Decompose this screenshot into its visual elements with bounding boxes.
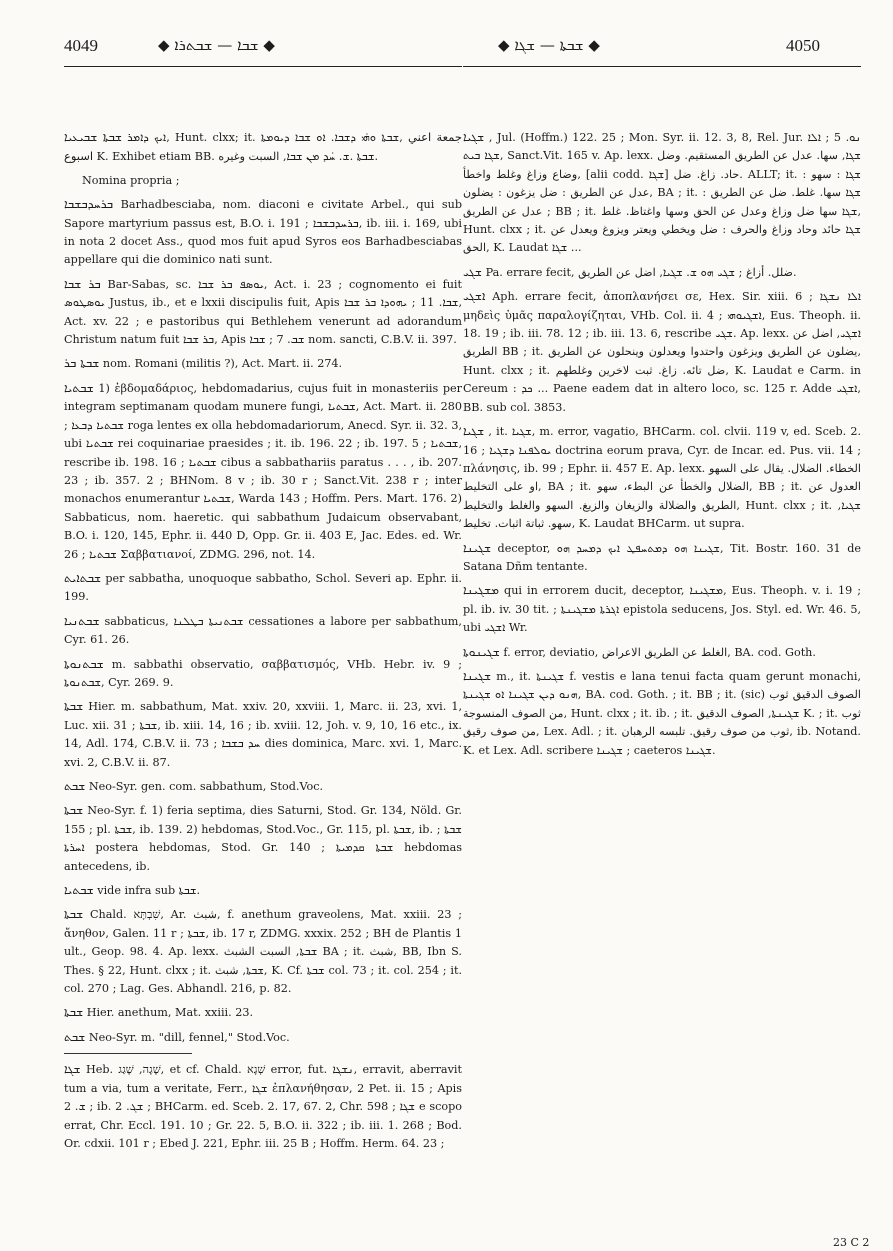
entry-headword: ܫܓܝܢܐ bbox=[463, 540, 492, 555]
entry-headword: ܫܒܬܐ bbox=[64, 907, 84, 922]
entry-headword: ܫܒܬܢܝܐ bbox=[64, 613, 100, 628]
entry-headword: ܫܒܬܐܝܬ bbox=[64, 570, 102, 585]
entry-text: f. error, deviatio, الغلط عن الطريق الاعراض, BA. cod. Goth. bbox=[503, 645, 816, 659]
entry-headword: ܫܒܬܐ bbox=[64, 1005, 84, 1020]
entry-headword: ܫܓܐ bbox=[64, 1062, 81, 1077]
dictionary-entry bbox=[64, 697, 462, 772]
entry-text: m., it. ܫܓܝܢܬܐ f. vestis e lana tenui facta quam gerunt monachi, ܗܢܘ ܕܝܢ ܫܓܝܢܐ ܐܘ ܫܓܝܢܬܐ, BA. cod. Goth. ; it. BB ; it. (sic) الصوف الدقيق ثوب من الصوف المنسوجة, Hunt. clxx ; it. ib. ; it. ܫܓܝܢܬܐ, الصوف الدقيق K. ; it. ثوب من صوف رقيق, Lex. Adl. ; it. ثوب من صوف رقيق. تلبسه الرهبان, ib. Notand. K. et Lex. Adl. scribere ܫܓܝܢܐ ; caeteros ܫܓܝܢܐ. bbox=[463, 669, 861, 757]
right-running-head: ◆ ܫܒܬܐ — ܫܓܐ ◆ bbox=[498, 36, 600, 54]
entry-headword: ܫܒܬ bbox=[64, 1029, 86, 1044]
entry-headword: ܫܒܬܝܐ bbox=[64, 380, 94, 395]
entry-headword: ܡܫܓܝܢܐ bbox=[463, 583, 500, 598]
dictionary-entry bbox=[463, 643, 861, 662]
dictionary-entry bbox=[64, 655, 462, 693]
dictionary-entry bbox=[463, 581, 861, 637]
entry-text: Barhadbesciaba, nom. diaconi e civitate Arbel., qui sub Sapore martyrium passus est, B.O. i. 191 ; ܒܪܚܕܒܫܒܐ, ib. iii. i. 169, ubi in nota 2 docet Ass., quod mos fuit apud Syros eos Barhadbesciabas appellare qui die dominico nati sunt. bbox=[64, 198, 462, 267]
dictionary-entry bbox=[64, 172, 462, 190]
right-page-number: 4050 bbox=[786, 36, 820, 55]
entry-divider bbox=[64, 1053, 192, 1054]
dictionary-entry bbox=[463, 422, 861, 533]
entry-headword: ܫܓܝ bbox=[463, 264, 482, 279]
dictionary-entry bbox=[64, 354, 462, 373]
entry-text-continued: K. Exhibet etiam BB. ܫܒܬܐ .ܫ. ܚ̇ܕ ܡܢ ܫܒܐ, السبت وغيره. bbox=[93, 150, 379, 164]
dictionary-entry bbox=[64, 379, 462, 564]
entry-text: Neo-Syr. m. "dill, fennel," Stod.Voc. bbox=[88, 1030, 290, 1044]
entry-text: per sabbatha, unoquoque sabbatho, Schol. Severi ap. Ephr. ii. 199. bbox=[64, 571, 462, 604]
entry-text: vide infra sub ܫܒܬܐ. bbox=[97, 884, 201, 898]
entry-text: Neo-Syr. gen. com. sabbathum, Stod.Voc. bbox=[88, 780, 324, 793]
entry-headword: ܫܒܬܐ bbox=[64, 803, 84, 818]
dictionary-entry bbox=[64, 612, 462, 650]
entry-text: Aph. errare fecit, ἀποπλανήσει σε, Hex. Sir. xiii. 6 ; ܐܠܐ ܢܫܓܐ μηδεὶς ὑμᾶς παραλογίζηται, VHb. Col. ii. 4 ; ܐܫܓܝܘܗܝ, Eus. Theoph. ii. 18. 19 ; ib. iii. 78. 12 ; ib. iii. 13. 6, rescribe ܫܓܝ. Ap. lexx. ܐܫܓܝ, اضل عن الطريق BB ; it. يضلون عن الطريق ويزغون واحتدوا ويعدلون وينحلون عن الطريق, Hunt. clxx ; it. ضل تائه. زاغ. ثبت لاخرين وغلطهم, K. Laudat e Carm. in Cereum : ܟܕ ... Paene eadem dat in altero loco, sc. 125 r. Adde ܐܫܓܝ, BB. sub col. 3853. bbox=[463, 290, 861, 414]
dictionary-entry bbox=[463, 128, 861, 258]
dictionary-entry bbox=[64, 1060, 462, 1153]
dictionary-entry bbox=[64, 195, 462, 270]
entry-headword: ܐܫܓܝ bbox=[463, 289, 486, 304]
dictionary-entry bbox=[64, 128, 462, 167]
entry-headword: ܫܒܬܐ bbox=[64, 699, 84, 714]
dictionary-entry bbox=[64, 275, 462, 350]
entry-text: deceptor, ܫܓܝܢܐ ܗܘ ܕܡܬܚܦܛ ܐܝܟ ܕܡܚܕ ܗܘ, Tit. Bostr. 160. 31 de Satana Dñm tentante. bbox=[463, 541, 861, 573]
entry-headword: ܫܒܬܐ ܫܒܝܥܝܐ bbox=[64, 130, 122, 144]
entry-headword: ܫܓܝܐ bbox=[463, 130, 485, 144]
entry-text: sabbaticus, ܫܒܬܢܝܬܐ ܒܛܠܢܐ cessationes a labore per sabbathum, Cyr. 61. 26. bbox=[64, 614, 462, 647]
entry-headword: ܫܒܬܢܘܬܐ bbox=[64, 656, 104, 671]
left-running-head: ◆ ܫܒܐ — ܫܒܬܪܐ ◆ bbox=[158, 36, 275, 54]
right-column bbox=[463, 128, 861, 1233]
entry-headword: ܒܪ ܫܒܐ bbox=[64, 276, 101, 291]
entry-headword: ܫܓܝܐ bbox=[463, 424, 485, 439]
dictionary-entry bbox=[64, 801, 462, 876]
dictionary-entry bbox=[463, 667, 861, 760]
dictionary-entry bbox=[64, 569, 462, 607]
entry-headword: ܫܓܝܢܐ bbox=[463, 668, 492, 683]
entry-headword: ܫܓܝܢܘܬܐ bbox=[463, 644, 500, 659]
entry-headword: ܫܒܬ bbox=[64, 779, 86, 793]
entry-headword: ܫܒܬܐ ܒܪ bbox=[64, 356, 100, 371]
entry-headword: ܫܒܬܝܐ bbox=[64, 883, 94, 898]
entry-text: Nomina propria ; bbox=[82, 173, 180, 187]
dictionary-entry bbox=[463, 263, 861, 282]
dictionary-entry bbox=[463, 539, 861, 577]
entry-headword: ܒܪܚܕܒܫܒܐ bbox=[64, 197, 114, 212]
dictionary-entry bbox=[64, 905, 462, 998]
entry-arabic-gloss: جمعة اعني اسبوع bbox=[64, 130, 462, 164]
entry-text: qui in errorem ducit, deceptor, ܡܫܓܝܢܐ, Eus. Theoph. v. i. 19 ; pl. ib. iv. 30 tit. ; ܐܓܪܬܐ ܡܫܓܝܢܬܐ epistola seducens, Jos. Styl. ed. Wr. 46. 5, ubi ܐܫܓܝ Wr. bbox=[463, 584, 861, 635]
dictionary-entry bbox=[64, 1028, 462, 1047]
entry-text: Bar-Sabas, sc. ܝܘܣܦ ܒܪ ܫܒܐ, Act. i. 23 ; cognomento ei fuit ܝܘܣܛܘܣ Justus, ib., et e lxxii discipulis fuit, Apis ܫܒܐ. 11 ; ܝܗܘܕܐ ܒܪ ܫܒܐ, Act. xv. 22 ; e pastoribus qui Bethlehem venerunt ad adorandum Christum natum fuit ܒܪ ܫܒܐ, Apis ܫܒ. 7 ; ܫܒܐ nom. sancti, C.B.V. ii. 397. bbox=[64, 277, 462, 347]
entry-text: 1) ἑβδομαδάριος, hebdomadarius, cujus fuit in monasteriis per integram septimanam quodam munere fungi, ܫܒܬܝܐ, Act. Mart. ii. 280 ; ܫܒܬܝܐ ܕܒܥܐ roga lentes ex olla hebdomadariorum, Anecd. Syr. ii. 32. 3, ubi ܫܒܬܝܐ rei coquinariae praesides ; it. ib. 196. 22 ; ib. 197. 5 ; ܫܒܬܝܐ, rescribe ib. 198. 16 ; ܫܒܬܝܐ cibus a sabbathariis paratus . . . , ib. 207. 23 ; ib. 357. 2 ; BHNom. 8 v ; ib. 30 r ; Sanct.Vit. 238 r ; inter monachos enumerantur ܫܒܬܝܐ, Warda 143 ; Hoffm. Pers. Mart. 176. 2) Sabbaticus, nom. haeretic. qui sabbathum Judaicum observabant, B.O. i. 120, 145, Ephr. ii. 440 D, Opp. Gr. ii. 403 E, Jac. Edes. ed. Wr. 26 ; ܫܒܬܝܐ Σαββατιανοί, ZDMG. 296, not. 14. bbox=[64, 381, 462, 561]
entry-text: Heb. שָׁגָה, שָׁגַג, et cf. Chald. שְׁגָא error, fut. ܢܫܓܐ, erravit, aberravit tum a via, tum a veritate, Ferr., ܫܓܐ ἐπλανήθησαν, 2 Pet. ii. 15 ; Apis ܫ. 2 ; ib. ܫܓ. 2 ; BHCarm. ed. Sceb. 2. 17, 67. 2, Chr. 598 ; ܫܓܐ e scopo errat, Chr. Eccl. 191. 10 ; Gr. 22. 5, B.O. ii. 322 ; ib. iii. 1. 268 ; Bod. Or. cdxii. 101 r ; Ebed J. 221, Ephr. iii. 25 B ; Hoffm. Herm. 64. 23 ; bbox=[64, 1063, 462, 1150]
dictionary-entry bbox=[64, 881, 462, 900]
entry-text: , Jul. (Hoffm.) 122. 25 ; Mon. Syr. ii. 12. 3, 8, Rel. Jur. ܢܘ. 5 ; ܐܠܐ ܫܓܐ ܒܝܬ, Sanct.Vit. 165 v. Ap. lexx. ܫܓܐ, سها. عدل عن الطريق المستقيم. وضل وضاع وزاغ وغلط واخطأ, [alii codd. ܫܓܐ] حاد. زاغ. ضل. ALLT; it. ܫܓܐ : سهو : عدل عن الطريق : ضل يزغون : يضلون, BA ; it. ܫܓܐ سها. غلط. ضل عن الطريق : عدل عن الطريق ; BB ; it. ܫܓܐ سها ضل وزاغ وعدل عن الحق وسها واغتاظ. غلط, Hunt. clxx ; it. ܫܓܐ حائد وحاد وزاغ والحرف : ضل ويخطي ويعتر ويزوغ ويعدل عن الحق, K. Laudat ܫܓܐ ... bbox=[463, 131, 861, 255]
dictionary-entry bbox=[463, 287, 861, 417]
left-column bbox=[64, 128, 462, 1233]
entry-text: nom. Romani (militis ?), Act. Mart. ii. 274. bbox=[102, 357, 343, 371]
entry-text: Chald. שִׁבְתָּא, Ar. شبث, f. anethum graveolens, Mat. xxiii. 23 ; ἄνηθον, Galen. 11 r ; ܫܒܬܐ, ib. 17 r, ZDMG. xxxix. 252 ; BH de Plantis 1 ult., Geop. 98. 4. Ap. lexx. ܫܒܬܐ, السبت الشبث BA ; it. شبث, BB, Ibn S. Thes. § 22, Hunt. clxx ; it. ܫܒܬܐ, شبث, K. Cf. ܫܒܬܐ col. 73 ; it. col. 254 ; it. col. 270 ; Lag. Ges. Abhandl. 216, p. 82. bbox=[64, 908, 462, 996]
entry-text: Pa. errare fecit, ضلل. أزاغ ; ܫܓܝ ܗܘ ܫ. ܫܓܝܐ, اضل عن الطريق. bbox=[485, 265, 797, 279]
right-header-rule bbox=[463, 66, 861, 67]
entry-text: Hier. anethum, Mat. xxiii. 23. bbox=[86, 1006, 254, 1020]
signature-mark: 23 C 2 bbox=[833, 1236, 870, 1249]
entry-text: Hier. m. sabbathum, Mat. xxiv. 20, xxviii. 1, Marc. ii. 23, xvi. 1, Luc. xii. 31 ; ܫܒܬܐ, ib. xiii. 14, 16 ; ib. xviii. 12, Joh. v. 9, 10, 16 etc., ix. 14, Adl. 174, C.B.V. ii. 73 ; ܚܕ ܒܫܒܐ dies dominica, Marc. xvi. 1, Marc. xvi. 2, C.B.V. ii. 87. bbox=[64, 700, 462, 769]
entry-text: ܐܝܟ ܕܐܡܪ, Hunt. clxx; it. ܫܒܬܐ ܘܗ̇ܝ ܕܫܒܐ. ܐܘ ܫܒܐ ܕܝܘܡܬܐ, bbox=[127, 131, 409, 144]
left-page-number: 4049 bbox=[64, 36, 98, 55]
entry-text: m. sabbathi observatio, σαββατισμός, VHb. Hebr. iv. 9 ; ܫܒܬܢܘܬܐ, Cyr. 269. 9. bbox=[64, 657, 462, 689]
entry-text: Neo-Syr. f. 1) feria septima, dies Saturni, Stod. Gr. 134, Nöld. Gr. 155 ; pl. ܫܒܬܐ, ib. 139. 2) hebdomas, Stod.Voc., Gr. 115, pl. ܫܒܬܐ, ib. ; ܫܒܬܐ ܐܚܪܬܐ postera hebdomas, Stod. Gr. 140 ; ܫܒܬܐ ܩܕܡܝܬܐ hebdomas antecedens, ib. bbox=[64, 804, 462, 873]
left-header-rule bbox=[64, 66, 462, 67]
dictionary-entry bbox=[64, 1003, 462, 1022]
dictionary-entry bbox=[64, 777, 462, 796]
entry-text: , it. ܫܓܝܐ, m. error, vagatio, BHCarm. col. clvii. 119 v, ed. Sceb. 2. 16 ; ܝܘܠܦܢܐ ܕܫܓܝܐ doctrina eorum prava, Cyr. de Incar. ed. Pus. vii. 14 ; πλάνησις, ib. 99 ; Ephr. ii. 457 E. Ap. lexx. الخطاء. الضلال. يقال على السهو او على التخليط, BA ; it. الضلال والخطأ عن البطء، سهو, BB ; it. العدول عن الطريق والضلالة والزيغان والزيغ. السهو والغلط والتخليط, Hunt. clxx ; it. ܫܓܝܐ, سهو. ثباتة اثبات. تخليط, K. Laudat BHCarm. ut supra. bbox=[463, 425, 861, 531]
